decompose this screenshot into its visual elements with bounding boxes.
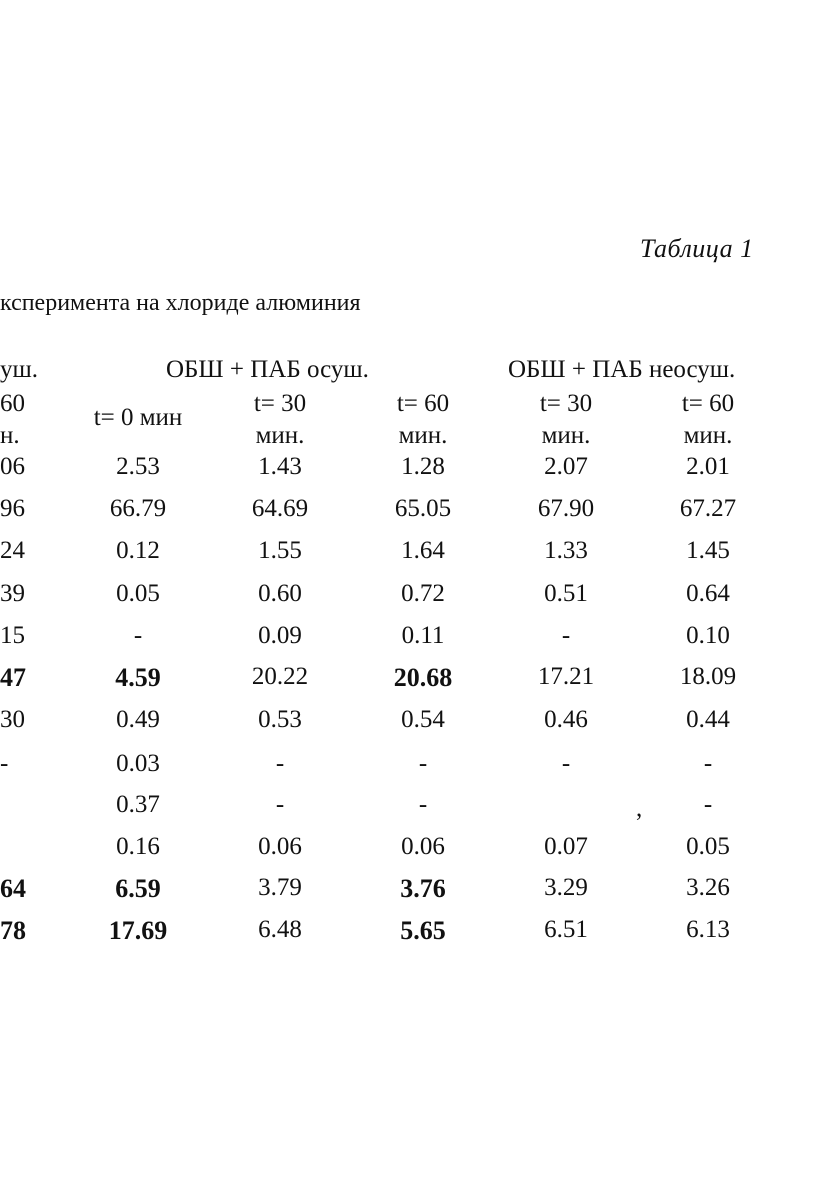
table-cell-u30: 0.46 <box>544 706 588 733</box>
table-cell-d30: 0.60 <box>258 580 302 607</box>
table-cell-u60: 6.13 <box>686 916 730 943</box>
table-cell-partial: - <box>0 750 9 777</box>
table-cell-d60: - <box>418 791 428 818</box>
subheader-undried-60 <box>682 388 734 452</box>
table-cell-u30: 17.21 <box>537 663 595 690</box>
table-cell-d60: 1.64 <box>401 537 445 564</box>
table-cell-t0: 0.05 <box>116 580 160 607</box>
table-cell-d30: - <box>275 750 285 777</box>
table-cell-t0: 0.12 <box>116 537 160 564</box>
table-cell-d30: 64.69 <box>251 495 309 522</box>
table-cell-u30: - <box>561 750 571 777</box>
table-cell-partial: 15 <box>0 622 25 649</box>
subheader-undried-30-line1: t= 30 <box>539 390 593 417</box>
table-cell-t0: 17.69 <box>108 916 168 945</box>
table-cell-partial: 30 <box>0 706 25 733</box>
table-cell-t0: 0.03 <box>116 750 160 777</box>
subheader-dried-30 <box>254 388 306 452</box>
table-cell-d30: 3.79 <box>258 874 302 901</box>
table-cell-u60: 67.27 <box>679 495 737 522</box>
table-cell-partial: 64 <box>0 874 26 903</box>
table-cell-d60: 5.65 <box>400 916 446 945</box>
subheader-undried-30-line2: мин. <box>541 422 591 449</box>
table-cell-d30: 0.06 <box>258 833 302 860</box>
table-cell-t0: 0.16 <box>116 833 160 860</box>
group-header-undried: ОБШ + ПАБ неосуш. <box>508 356 736 383</box>
subheader-t0: t= 0 мин <box>93 404 183 431</box>
table-cell-d60: 20.68 <box>393 663 453 692</box>
table-cell-u60: 3.26 <box>686 874 730 901</box>
table-cell-u30: 0.07 <box>544 833 588 860</box>
table-cell-t0: 2.53 <box>116 453 160 480</box>
group-header-partial: уш. <box>0 356 39 383</box>
table-cell-d60: 1.28 <box>401 453 445 480</box>
stray-mark: , <box>636 795 643 822</box>
table-caption: Таблица 1 <box>640 234 754 263</box>
table-cell-u60: - <box>703 791 713 818</box>
table-cell-u30: 1.33 <box>544 537 588 564</box>
table-cell-u60: 0.44 <box>686 706 730 733</box>
subheader-dried-60-line1: t= 60 <box>396 390 450 417</box>
subheader-dried-30-line1: t= 30 <box>253 390 307 417</box>
table-cell-u60: - <box>703 750 713 777</box>
table-cell-partial: 78 <box>0 916 26 945</box>
table-cell-d60: 0.11 <box>401 622 445 649</box>
table-cell-t0: 4.59 <box>115 663 161 692</box>
table-cell-partial: 96 <box>0 495 25 522</box>
table-cell-partial: 24 <box>0 537 25 564</box>
table-cell-u60: 2.01 <box>686 453 730 480</box>
table-cell-u60: 0.10 <box>686 622 730 649</box>
table-cell-u30: - <box>561 622 571 649</box>
table-cell-u30: 6.51 <box>544 916 588 943</box>
table-cell-d60: 65.05 <box>394 495 452 522</box>
table-cell-d30: 1.55 <box>258 537 302 564</box>
table-cell-d60: 0.72 <box>401 580 445 607</box>
table-cell-u30: 2.07 <box>544 453 588 480</box>
table-cell-t0: 66.79 <box>109 495 167 522</box>
table-cell-t0: 0.37 <box>116 791 160 818</box>
table-cell-d30: - <box>275 791 285 818</box>
table-cell-d30: 0.09 <box>258 622 302 649</box>
subheader-partial-line2: н. <box>0 422 20 449</box>
table-cell-d60: 0.06 <box>401 833 445 860</box>
group-header-dried: ОБШ + ПАБ осуш. <box>166 356 369 383</box>
table-cell-d30: 6.48 <box>258 916 302 943</box>
table-cell-partial: 47 <box>0 663 26 692</box>
table-cell-d60: 3.76 <box>400 874 446 903</box>
table-cell-u30: 0.51 <box>544 580 588 607</box>
subheader-partial-line1: 60 <box>0 390 25 417</box>
table-cell-d60: - <box>418 750 428 777</box>
table-cell-t0: - <box>133 622 143 649</box>
subheader-dried-60-line2: мин. <box>398 422 448 449</box>
table-cell-t0: 0.49 <box>116 706 160 733</box>
table-cell-u60: 1.45 <box>686 537 730 564</box>
subheader-undried-30 <box>540 388 592 452</box>
table-cell-u30: 67.90 <box>537 495 595 522</box>
table-title: ксперимента на хлориде алюминия <box>0 290 361 316</box>
table-cell-partial: 06 <box>0 453 25 480</box>
table-cell-u60: 0.64 <box>686 580 730 607</box>
subheader-undried-60-line1: t= 60 <box>681 390 735 417</box>
table-cell-t0: 6.59 <box>115 874 161 903</box>
table-cell-u60: 18.09 <box>679 663 737 690</box>
table-cell-d30: 1.43 <box>258 453 302 480</box>
table-cell-u60: 0.05 <box>686 833 730 860</box>
subheader-partial <box>0 388 25 452</box>
table-cell-d60: 0.54 <box>401 706 445 733</box>
subheader-dried-60 <box>397 388 449 452</box>
table-cell-d30: 0.53 <box>258 706 302 733</box>
subheader-dried-30-line2: мин. <box>255 422 305 449</box>
subheader-undried-60-line2: мин. <box>683 422 733 449</box>
table-cell-u30: 3.29 <box>544 874 588 901</box>
table-cell-partial: 39 <box>0 580 25 607</box>
table-cell-d30: 20.22 <box>251 663 309 690</box>
